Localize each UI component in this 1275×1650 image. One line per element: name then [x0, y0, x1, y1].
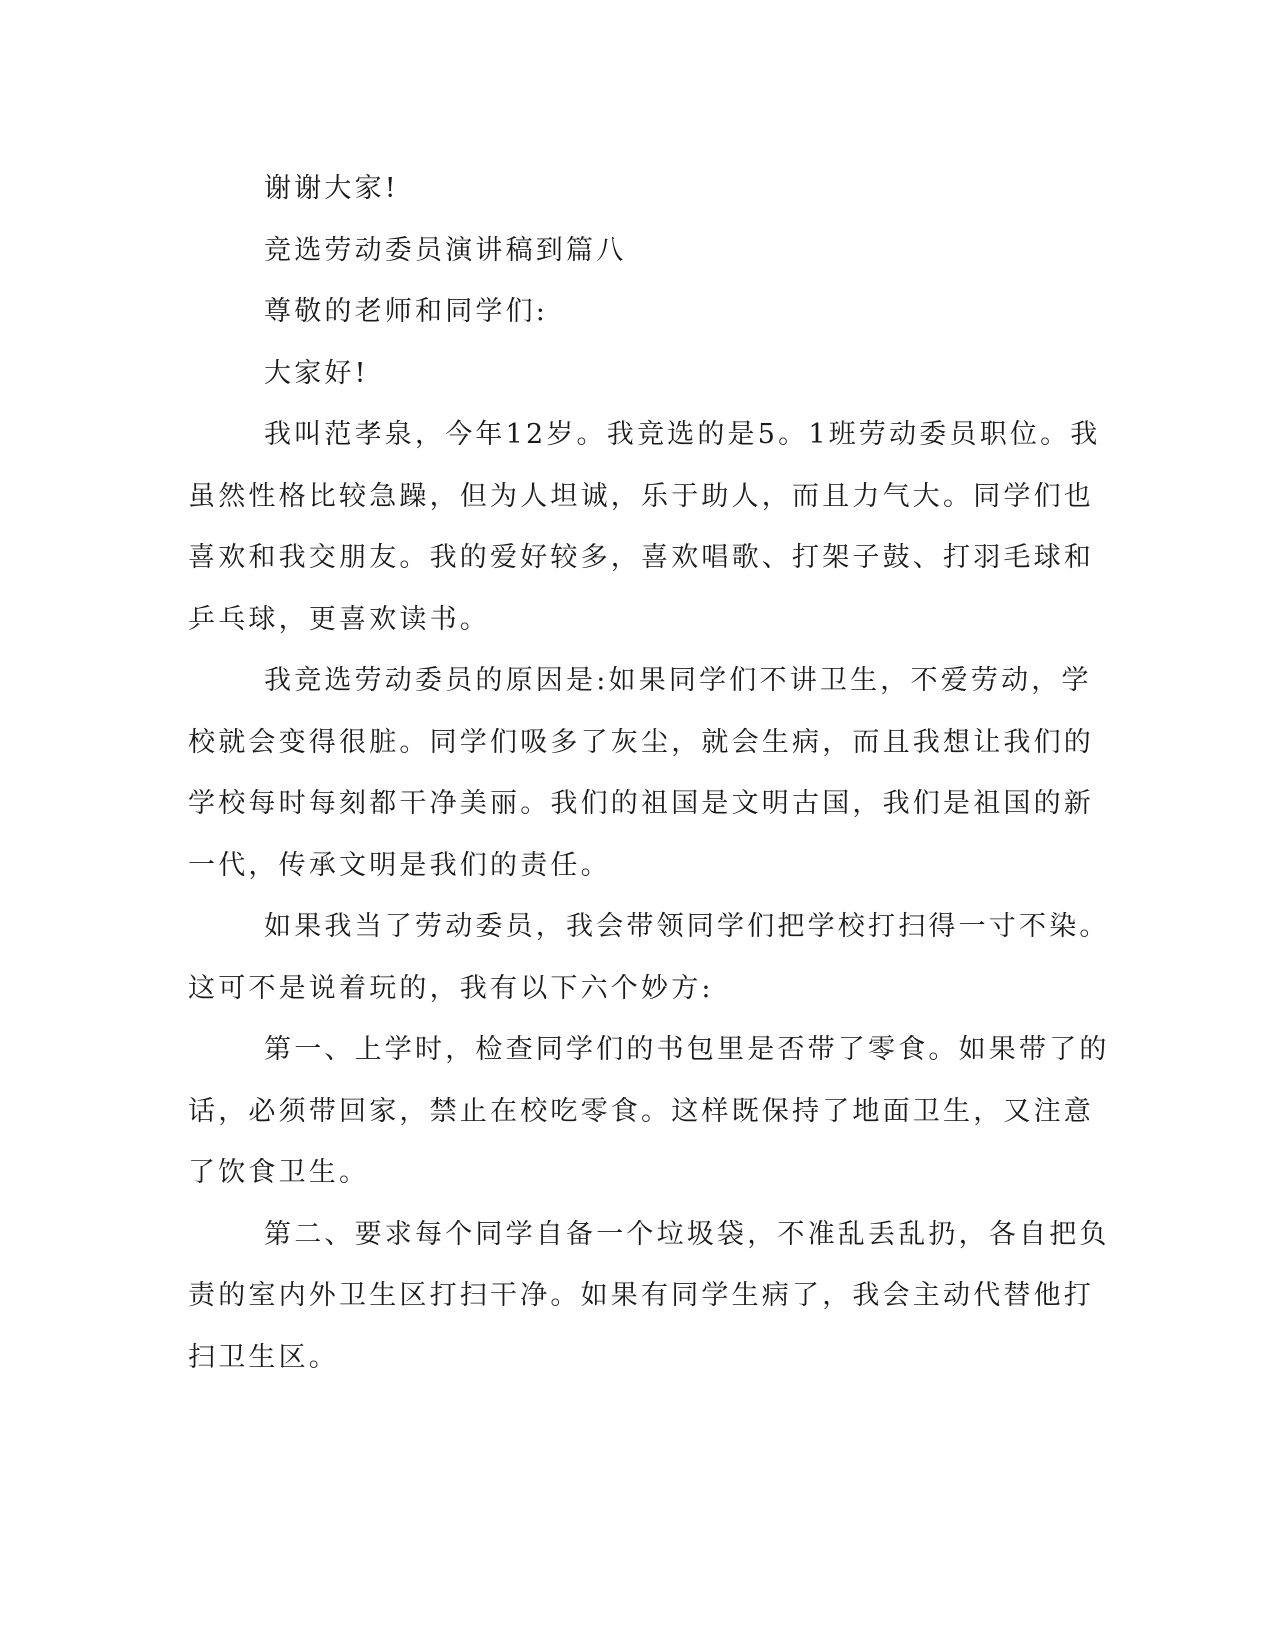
paragraph-line: 第二、要求每个同学自备一个垃圾袋，不准乱丢乱扔，各自把负 [264, 1218, 1110, 1250]
paragraph-line: 一代，传承文明是我们的责任。 [188, 849, 611, 881]
paragraph-line: 这可不是说着玩的，我有以下六个妙方: [188, 972, 714, 1004]
paragraph-line: 虽然性格比较急躁，但为人坦诚，乐于助人，而且力气大。同学们也 [188, 480, 1094, 512]
paragraph-line: 了饮食卫生。 [188, 1157, 370, 1188]
paragraph-line: 责的室内外卫生区打扫干净。如果有同学生病了，我会主动代替他打 [188, 1280, 1094, 1311]
section-title: 竞选劳动委员演讲稿到篇八 [264, 234, 627, 266]
salutation: 尊敬的老师和同学们: [264, 296, 549, 327]
paragraph-line: 学校每时每刻都干净美丽。我们的祖国是文明古国，我们是祖国的新 [188, 788, 1094, 819]
paragraph-line: 话，必须带回家，禁止在校吃零食。这样既保持了地面卫生，又注意 [188, 1095, 1094, 1127]
paragraph-line: 乒乓球，更喜欢读书。 [188, 603, 490, 635]
paragraph-line: 我竞选劳动委员的原因是:如果同学们不讲卫生，不爱劳动，学 [264, 665, 1092, 696]
paragraph-line: 如果我当了劳动委员，我会带领同学们把学校打扫得一寸不染。 [264, 911, 1110, 942]
paragraph-line: 扫卫生区。 [188, 1341, 339, 1373]
closing-line: 谢谢大家! [264, 173, 399, 204]
paragraph-line: 喜欢和我交朋友。我的爱好较多，喜欢唱歌、打架子鼓、打羽毛球和 [188, 542, 1094, 573]
document-page [188, 158, 1110, 1388]
paragraph-line: 我叫范孝泉，今年12岁。我竞选的是5。1班劳动委员职位。我 [264, 419, 1101, 450]
paragraph-line: 第一、上学时，检查同学们的书包里是否带了零食。如果带了的 [264, 1034, 1110, 1065]
paragraph-line: 校就会变得很脏。同学们吸多了灰尘，就会生病，而且我想让我们的 [188, 726, 1094, 758]
greeting: 大家好! [264, 357, 369, 389]
